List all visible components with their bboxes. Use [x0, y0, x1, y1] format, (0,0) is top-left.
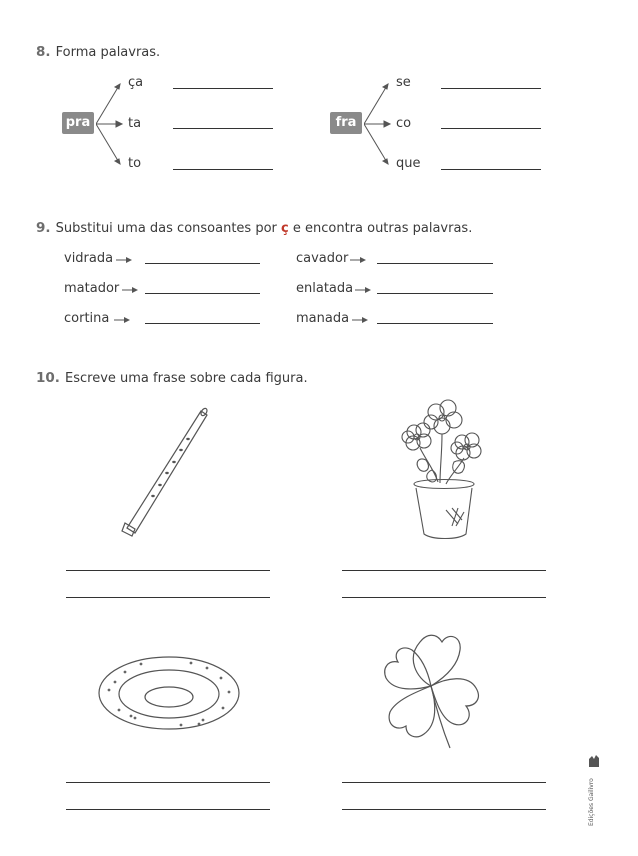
answer-line-vidrada[interactable] — [145, 263, 260, 264]
answer-line-matador[interactable] — [145, 293, 260, 294]
branch-arrows-fra — [364, 78, 394, 170]
arrow-icon — [116, 256, 132, 264]
answer-line-flowerpot-1[interactable] — [342, 570, 546, 571]
answer-line-pra-3[interactable] — [173, 169, 273, 170]
answer-line-flute-1[interactable] — [66, 570, 270, 571]
word-manada: manada — [296, 311, 350, 326]
answer-line-clover-1[interactable] — [342, 782, 546, 783]
word-vidrada: vidrada — [64, 251, 114, 266]
answer-line-cortina[interactable] — [145, 323, 260, 324]
question-10-heading — [36, 367, 308, 386]
question-text-after: e encontra outras palavras. — [288, 221, 473, 236]
answer-line-plate-1[interactable] — [66, 782, 270, 783]
answer-line-flowerpot-2[interactable] — [342, 597, 546, 598]
flute-drawing — [115, 405, 215, 540]
answer-line-enlatada[interactable] — [377, 293, 493, 294]
question-8-heading — [36, 41, 160, 60]
arrow-icon — [122, 286, 138, 294]
question-text: Forma palavras. — [55, 45, 161, 60]
answer-line-flute-2[interactable] — [66, 597, 270, 598]
branch-arrows-pra — [96, 78, 126, 170]
answer-line-cavador[interactable] — [377, 263, 493, 264]
word-cavador: cavador — [296, 251, 349, 266]
suffix-se: se — [396, 75, 411, 90]
answer-line-manada[interactable] — [377, 323, 493, 324]
question-number: 9. — [36, 220, 51, 236]
publisher-logo-icon — [588, 754, 600, 768]
answer-line-pra-1[interactable] — [173, 88, 273, 89]
publisher-name: Edições Gailivro — [588, 778, 595, 826]
prefix-box-fra: fra — [330, 112, 362, 134]
answer-line-plate-2[interactable] — [66, 809, 270, 810]
answer-line-pra-2[interactable] — [173, 128, 273, 129]
suffix-co: co — [396, 116, 412, 131]
flower-pot-drawing — [396, 398, 491, 546]
answer-line-fra-1[interactable] — [441, 88, 541, 89]
prefix-box-pra: pra — [62, 112, 94, 134]
word-matador: matador — [64, 281, 120, 296]
arrow-icon — [114, 316, 130, 324]
arrow-icon — [355, 286, 371, 294]
highlight-letter: ç — [281, 221, 289, 236]
plate-drawing — [95, 652, 243, 734]
suffix-ta: ta — [128, 116, 142, 131]
question-9-heading — [36, 217, 472, 236]
suffix-ca: ça — [128, 75, 144, 90]
arrow-icon — [350, 256, 366, 264]
question-number: 8. — [36, 44, 51, 60]
question-text: Escreve uma frase sobre cada figura. — [65, 371, 308, 386]
answer-line-clover-2[interactable] — [342, 809, 546, 810]
question-number: 10. — [36, 370, 60, 386]
answer-line-fra-2[interactable] — [441, 128, 541, 129]
arrow-icon — [352, 316, 368, 324]
clover-drawing — [376, 628, 486, 752]
word-cortina: cortina — [64, 311, 110, 326]
answer-line-fra-3[interactable] — [441, 169, 541, 170]
suffix-to: to — [128, 156, 142, 171]
question-text-before: Substitui uma das consoantes por — [55, 221, 282, 236]
suffix-que: que — [396, 156, 421, 171]
word-enlatada: enlatada — [296, 281, 354, 296]
